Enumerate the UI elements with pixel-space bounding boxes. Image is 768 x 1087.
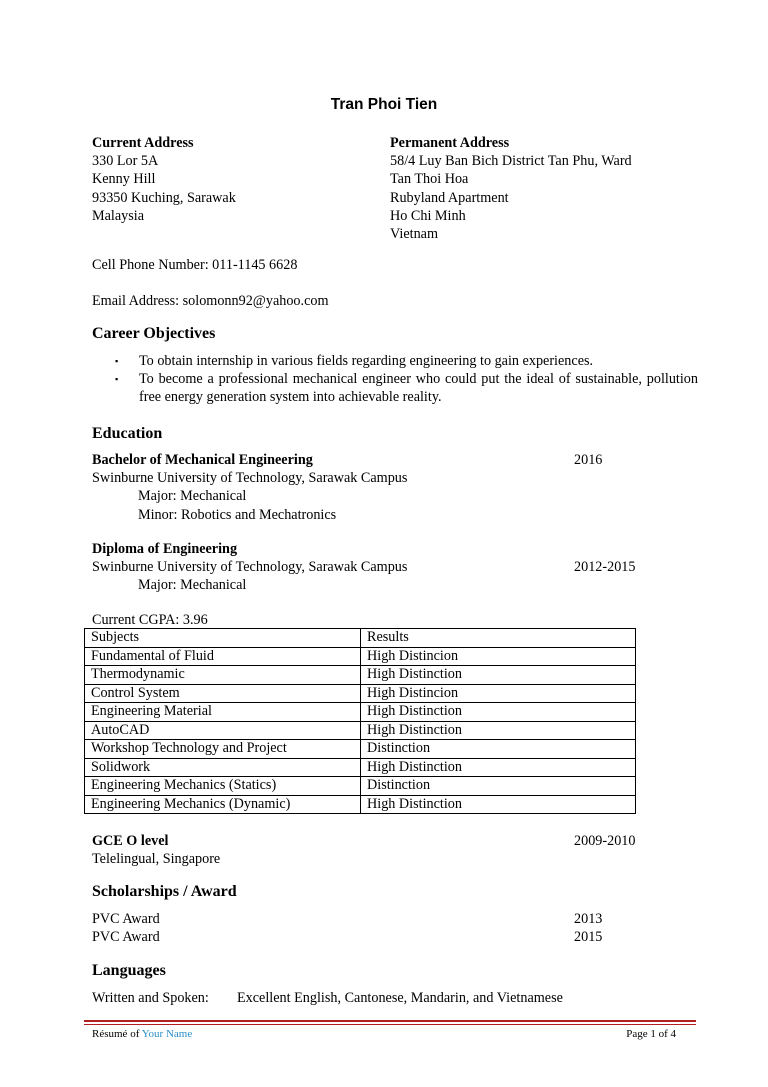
scholarships-heading: Scholarships / Award <box>92 883 237 900</box>
grades-table <box>84 628 636 814</box>
subject-cell: Engineering Mechanics (Statics) <box>85 777 361 796</box>
result-cell: High Distinction <box>361 758 636 777</box>
table-header-results: Results <box>361 629 636 648</box>
languages-heading: Languages <box>92 962 166 979</box>
result-cell: High Distincion <box>361 684 636 703</box>
permanent-address-line: Tan Thoi Hoa <box>390 171 469 188</box>
email-address: Email Address: solomonn92@yahoo.com <box>92 293 329 309</box>
footer-your-name: Your Name <box>141 1028 193 1040</box>
permanent-address-line: 58/4 Luy Ban Bich District Tan Phu, Ward <box>390 153 632 170</box>
subject-cell: Thermodynamic <box>85 666 361 685</box>
permanent-address-heading: Permanent Address <box>390 135 510 151</box>
current-address-line: Malaysia <box>92 207 145 224</box>
footer-page-number: Page 1 of 4 <box>626 1028 676 1040</box>
subject-cell: Fundamental of Fluid <box>85 647 361 666</box>
diploma-title: Diploma of Engineering <box>92 541 238 557</box>
current-address-heading: Current Address <box>92 135 194 151</box>
table-row <box>85 777 636 796</box>
award-name: PVC Award <box>92 911 160 927</box>
bullet-icon: ▪ <box>115 374 119 385</box>
career-objective-text: To become a professional mechanical engineer who could put the ideal of sustainable, pollution free energy generation system into achievable reality. <box>139 371 698 406</box>
subject-cell: Solidwork <box>85 758 361 777</box>
current-address-line: Kenny Hill <box>92 171 156 188</box>
table-row <box>85 703 636 722</box>
bachelor-title: Bachelor of Mechanical Engineering <box>92 452 313 468</box>
table-header-subjects: Subjects <box>85 629 361 648</box>
table-row <box>85 795 636 814</box>
permanent-address-block <box>390 134 632 243</box>
diploma-block <box>92 540 407 595</box>
table-row <box>85 740 636 759</box>
result-cell: High Distinction <box>361 721 636 740</box>
subject-cell: Control System <box>85 684 361 703</box>
phone-number: Cell Phone Number: 011-1145 6628 <box>92 257 298 273</box>
diploma-major: Major: Mechanical <box>138 577 247 594</box>
bachelor-block <box>92 451 407 524</box>
table-row <box>85 684 636 703</box>
footer-divider <box>84 1020 696 1022</box>
result-cell: High Distincion <box>361 647 636 666</box>
table-row <box>85 647 636 666</box>
bachelor-school: Swinburne University of Technology, Sarawak Campus <box>92 470 408 487</box>
table-row <box>85 666 636 685</box>
result-cell: Distinction <box>361 740 636 759</box>
subject-cell: Engineering Mechanics (Dynamic) <box>85 795 361 814</box>
permanent-address-line: Vietnam <box>390 226 438 243</box>
result-cell: High Distinction <box>361 666 636 685</box>
diploma-year: 2012-2015 <box>574 559 636 575</box>
diploma-school: Swinburne University of Technology, Sarawak Campus <box>92 559 408 576</box>
subject-cell: AutoCAD <box>85 721 361 740</box>
gce-block <box>92 832 220 868</box>
bachelor-year: 2016 <box>574 452 603 468</box>
list-item <box>115 370 698 406</box>
bullet-icon: ▪ <box>115 356 119 366</box>
award-name: PVC Award <box>92 929 160 945</box>
current-cgpa: Current CGPA: 3.96 <box>92 612 208 628</box>
bachelor-minor: Minor: Robotics and Mechatronics <box>138 506 337 523</box>
result-cell: High Distinction <box>361 703 636 722</box>
languages-value: Excellent English, Cantonese, Mandarin, and Vietnamese <box>237 990 563 1006</box>
table-header-row <box>85 629 636 648</box>
gce-year: 2009-2010 <box>574 833 636 849</box>
career-objective-text: To obtain internship in various fields regarding engineering to gain experiences. <box>139 353 594 369</box>
result-cell: High Distinction <box>361 795 636 814</box>
permanent-address-line: Rubyland Apartment <box>390 189 509 206</box>
career-objectives-list <box>115 352 698 407</box>
gce-school: Telelingual, Singapore <box>92 851 221 868</box>
education-heading: Education <box>92 425 163 442</box>
resume-name: Tran Phoi Tien <box>330 96 438 113</box>
table-row <box>85 758 636 777</box>
current-address-block <box>92 134 236 225</box>
table-row <box>85 721 636 740</box>
permanent-address-line: Ho Chi Minh <box>390 207 466 224</box>
list-item <box>115 352 698 370</box>
award-year: 2015 <box>574 929 603 945</box>
current-address-line: 93350 Kuching, Sarawak <box>92 189 236 206</box>
footer-divider <box>84 1024 696 1025</box>
current-address-line: 330 Lor 5A <box>92 153 159 170</box>
footer-resume-label: Résumé of <box>92 1028 140 1040</box>
subject-cell: Workshop Technology and Project <box>85 740 361 759</box>
subject-cell: Engineering Material <box>85 703 361 722</box>
result-cell: Distinction <box>361 777 636 796</box>
bachelor-major: Major: Mechanical <box>138 488 247 505</box>
career-objectives-heading: Career Objectives <box>92 325 216 342</box>
gce-title: GCE O level <box>92 833 169 849</box>
award-year: 2013 <box>574 911 603 927</box>
footer-resume-of <box>92 1028 192 1041</box>
languages-label: Written and Spoken: <box>92 990 209 1006</box>
